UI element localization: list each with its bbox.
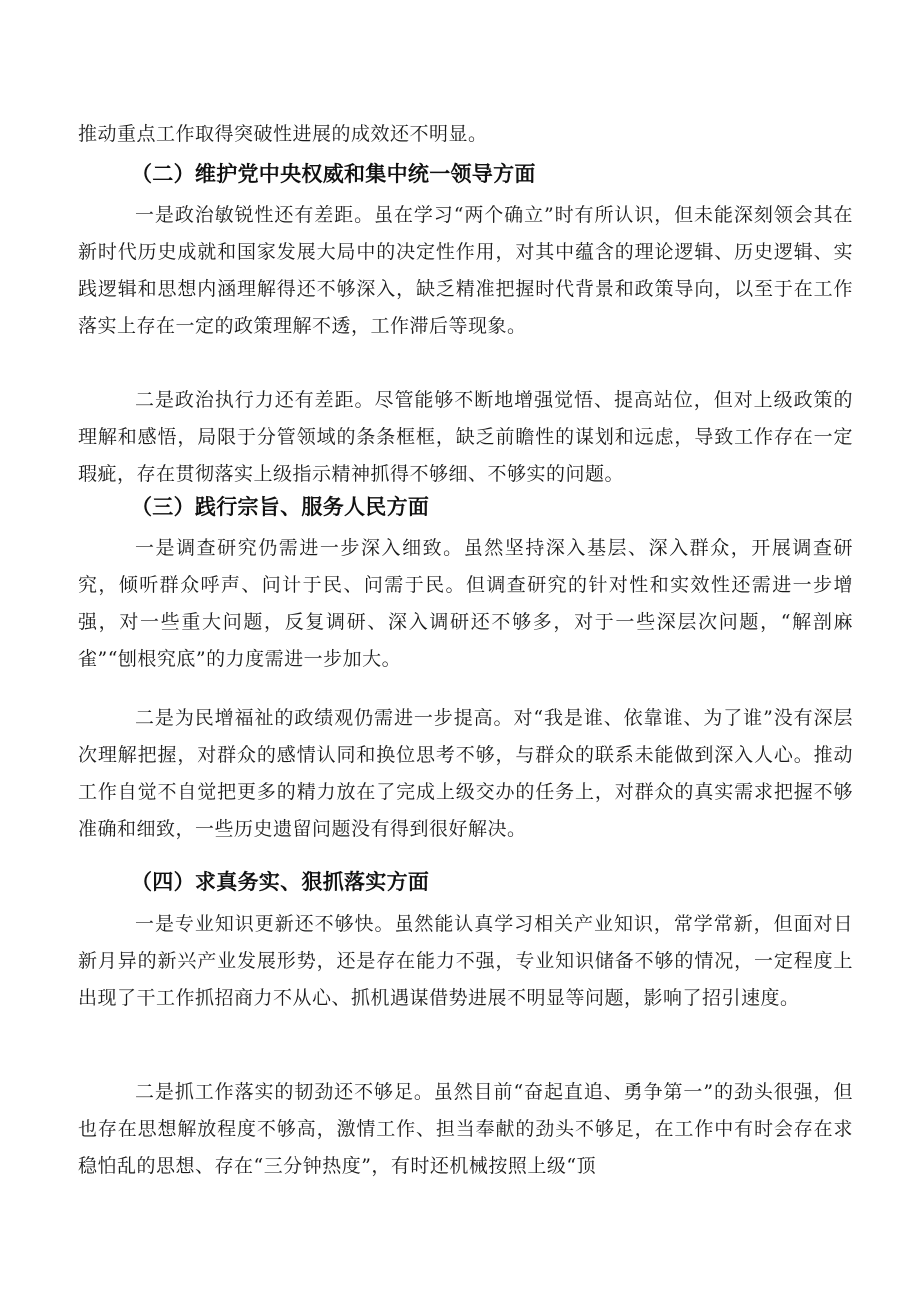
- section-4-paragraph-1: 一是专业知识更新还不够快。虽然能认真学习相关产业知识，常学常新，但面对日新月异的新兴产业发展形势，还是存在能力不强，专业知识储备不够的情况，一定程度上出现了干工作抓招商力不从心、抓机遇谋借势进展不明显等问题，影响了招引速度。: [78, 913, 853, 1010]
- section-heading-3: （三）践行宗旨、服务人民方面: [131, 495, 430, 519]
- section-heading-4: （四）求真务实、狠抓落实方面: [131, 870, 430, 894]
- section-3-paragraph-1: 一是调查研究仍需进一步深入细致。虽然坚持深入基层、深入群众，开展调查研究，倾听群众呼声、问计于民、问需于民。但调查研究的针对性和实效性还需进一步增强，对一些重大问题，反复调研、深入调研还不够多，对于一些深层次问题，“解剖麻雀”“刨根究底”的力度需进一步加大。: [78, 537, 853, 671]
- section-heading-2: （二）维护党中央权威和集中统一领导方面: [131, 162, 536, 186]
- section-2-paragraph-1: 一是政治敏锐性还有差距。虽在学习“两个确立”时有所认识，但未能深刻领会其在新时代历史成就和国家发展大局中的决定性作用，对其中蕴含的理论逻辑、历史逻辑、实践逻辑和思想内涵理解得还不够深入，缺乏精准把握时代背景和政策导向，以至于在工作落实上存在一定的政策理解不透，工作滞后等现象。: [78, 204, 853, 338]
- intro-paragraph: 推动重点工作取得突破性进展的成效还不明显。: [78, 123, 488, 145]
- section-2-paragraph-2: 二是政治执行力还有差距。尽管能够不断地增强觉悟、提高站位，但对上级政策的理解和感悟，局限于分管领域的条条框框，缺乏前瞻性的谋划和远虑，导致工作存在一定瑕疵，存在贯彻落实上级指示精神抓得不够细、不够实的问题。: [78, 389, 853, 486]
- section-3-paragraph-2: 二是为民增福祉的政绩观仍需进一步提高。对“我是谁、依靠谁、为了谁”没有深层次理解把握，对群众的感情认同和换位思考不够，与群众的联系未能做到深入人心。推动工作自觉不自觉把更多的精力放在了完成上级交办的任务上，对群众的真实需求把握不够准确和细致，一些历史遗留问题没有得到很好解决。: [78, 707, 853, 841]
- section-4-paragraph-2: 二是抓工作落实的韧劲还不够足。虽然目前“奋起直追、勇争第一”的劲头很强，但也存在思想解放程度不够高，激情工作、担当奉献的劲头不够足，在工作中有时会存在求稳怕乱的思想、存在“三分钟热度”，有时还机械按照上级“顶: [78, 1081, 853, 1178]
